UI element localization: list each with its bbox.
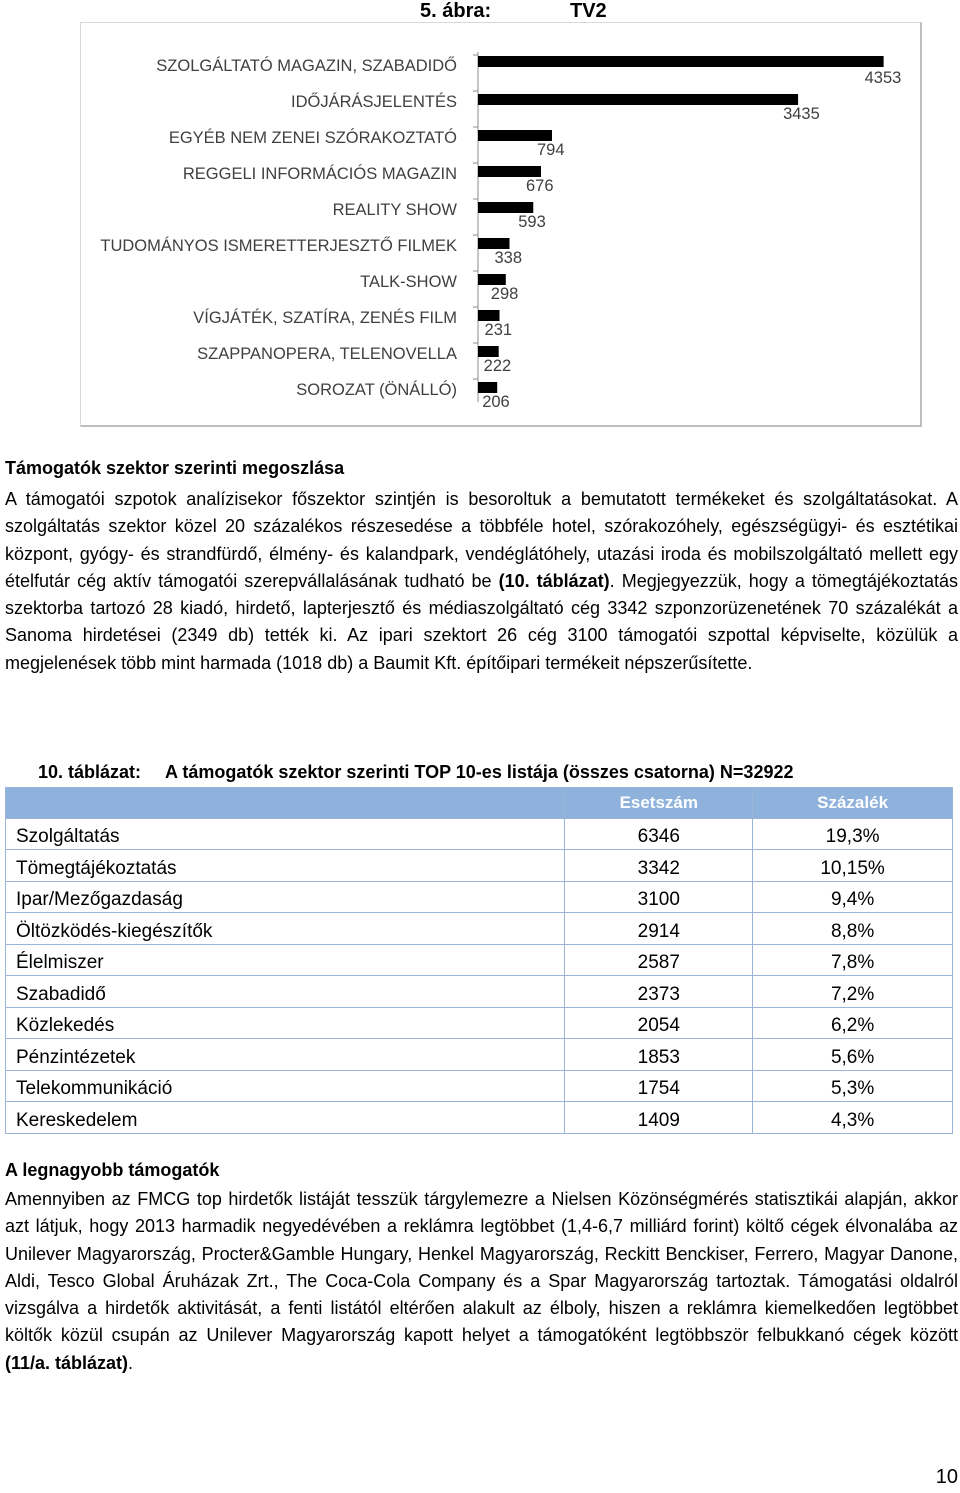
table-header-empty [6,788,565,819]
table-cell-sector: Öltözködés-kiegészítők [6,913,565,945]
paragraph-sponsors-text-b: . [128,1352,134,1373]
table-header-count: Esetszám [565,788,753,819]
table-row [6,881,953,913]
table-reference-11a[interactable]: (11/a. táblázat) [5,1352,129,1373]
table-header-row [6,788,953,819]
table-cell-percent: 7,2% [753,976,953,1008]
table-cell-count: 2054 [565,1007,753,1039]
table-cell-percent: 19,3% [753,818,953,850]
chart-category-label: TUDOMÁNYOS ISMERETTERJESZTŐ FILMEK [100,237,457,255]
chart-bar [478,346,499,357]
chart-value-label: 338 [494,249,523,267]
chart-value-label: 593 [518,213,546,231]
table-cell-count: 1409 [565,1102,753,1134]
chart-value-label: 794 [536,141,565,159]
chart-value-label: 3435 [783,105,820,123]
table-cell-percent: 7,8% [753,944,953,976]
chart-value-label: 231 [484,321,513,339]
table-cell-count: 2587 [565,944,753,976]
table-cell-count: 1754 [565,1070,753,1102]
table-cell-percent: 5,6% [753,1039,953,1071]
table-row [6,1070,953,1102]
table-cell-sector: Ipar/Mezőgazdaság [6,881,565,913]
table-row [6,1039,953,1071]
table-caption-title: A támogatók szektor szerinti TOP 10-es listája (összes csatorna) N=32922 [165,762,794,782]
table-cell-sector: Szabadidő [6,976,565,1008]
chart-bar [478,274,506,285]
chart-category-label: SZAPPANOPERA, TELENOVELLA [197,345,457,363]
chart-category-label: REALITY SHOW [332,201,457,219]
section-title-largest-sponsors: A legnagyobb támogatók [5,1160,220,1180]
chart-value-label: 676 [525,177,554,195]
table-row [6,1007,953,1039]
table-cell-sector: Pénzintézetek [6,1039,565,1071]
table-cell-count: 6346 [565,818,753,850]
chart-bar [478,310,500,321]
paragraph-largest-sponsors [5,1186,958,1377]
table-cell-count: 3342 [565,850,753,882]
table-cell-percent: 10,15% [753,850,953,882]
sector-table [5,787,953,1134]
chart-bar [478,382,497,393]
table-cell-sector: Szolgáltatás [6,818,565,850]
table-cell-percent: 4,3% [753,1102,953,1134]
chart-category-label: REGGELI INFORMÁCIÓS MAGAZIN [182,165,457,183]
table-header-percent: Százalék [753,788,953,819]
paragraph-sectors-text-a: A támogatói szpotok analízisekor főszektor szintjén is besoroltuk a bemutatott termékeket és szolgáltatásokat. A szolgáltatás szektor közel 20 százalékos részesedése a többféle hotel, szórakozóhely, egészségügyi- és esztétikai központ, gyógy- és strandfürdő, élmény- és kalandpark, vendéglátóhely, utazási iroda és mobilszolgáltató mellett egy ételfutár cég aktív támogatói szerepvállalásának tudható be [5,489,958,591]
table-reference-10[interactable]: (10. táblázat) [498,570,610,591]
chart-bar [478,166,541,177]
chart-value-label: 222 [483,357,512,375]
chart-category-label: SOROZAT (ÖNÁLLÓ) [296,381,457,399]
table-caption-label: 10. táblázat: [38,762,142,782]
table-cell-count: 2373 [565,976,753,1008]
table-cell-sector: Közlekedés [6,1007,565,1039]
chart-category-label: IDŐJÁRÁSJELENTÉS [291,93,457,111]
table-cell-count: 2914 [565,913,753,945]
chart-bar [478,238,509,249]
table-cell-percent: 6,2% [753,1007,953,1039]
figure-channel: TV2 [570,0,607,22]
table-cell-sector: Telekommunikáció [6,1070,565,1102]
paragraph-sectors-text-b: . Megjegyezzük, hogy a tömegtájékoztatás szektorba tartozó 28 kiadó, hirdető, lapterjesztő és médiaszolgáltató cég 3342 szponzorüzenetének 70 százalékát a Sanoma hirdetései (2349 db) tették ki. Az ipari szektort 26 cég 3100 támogatói szpottal képviselte, közülük a megjelenések több mint harmada (1018 db) a Baumit Kft. építőipari termékeit népszerűsítette. [5,570,959,673]
table-cell-sector: Élelmiszer [6,944,565,976]
paragraph-sponsors-text-a: Amennyiben az FMCG top hirdetők listáját tesszük tárgylemezre a Nielsen Közönségmérés statisztikái alapján, akkor azt látjuk, hogy 2013 harmadik negyedévében a reklámra legtöbbet (1,4-6,7 milliárd forint) költő cégek élvonalába az Unilever Magyarország, Procter&Gamble Hungary, Henkel Magyarország, Reckitt Benckiser, Ferrero, Magyar Danone, Aldi, Tesco Global Áruházak Zrt., The Coca-Cola Company és a Spar Magyarország tartoztak. Támogatási oldalról vizsgálva a hirdetők aktivitását, a fenti listától eltérően alakult az élboly, hiszen a reklámra kiemelkedően legtöbbet költők közül csupán az Unilever Magyarország kapott helyet a támogatóként legtöbbször felbukkanó cégek között [5,1189,958,1346]
table-row [6,818,953,850]
chart-value-label: 206 [482,393,510,411]
table-row [6,850,953,882]
table-cell-percent: 9,4% [753,881,953,913]
chart-bar [478,130,552,141]
table-cell-sector: Tömegtájékoztatás [6,850,565,882]
table-row [6,976,953,1008]
figure-label: 5. ábra: [420,0,492,22]
table-row [6,944,953,976]
chart-value-label: 298 [490,285,519,303]
table-cell-percent: 5,3% [753,1070,953,1102]
chart-category-label: SZOLGÁLTATÓ MAGAZIN, SZABADIDŐ [156,57,457,75]
chart-value-label: 4353 [864,69,902,87]
table-row [6,913,953,945]
paragraph-sectors [5,486,958,677]
bar-chart [0,0,960,430]
table-caption [38,762,793,783]
chart-bar [478,94,798,105]
section-title-sectors: Támogatók szektor szerinti megoszlása [5,458,345,478]
table-cell-percent: 8,8% [753,913,953,945]
table-cell-count: 3100 [565,881,753,913]
table-cell-sector: Kereskedelem [6,1102,565,1134]
chart-bar [478,56,884,67]
chart-category-label: VÍGJÁTÉK, SZATÍRA, ZENÉS FILM [193,309,457,327]
chart-bar [478,202,533,213]
page-number: 10 [935,1466,958,1488]
table-cell-count: 1853 [565,1039,753,1071]
table-row [6,1102,953,1134]
chart-category-label: EGYÉB NEM ZENEI SZÓRAKOZTATÓ [168,129,457,147]
chart-category-label: TALK-SHOW [360,273,457,291]
